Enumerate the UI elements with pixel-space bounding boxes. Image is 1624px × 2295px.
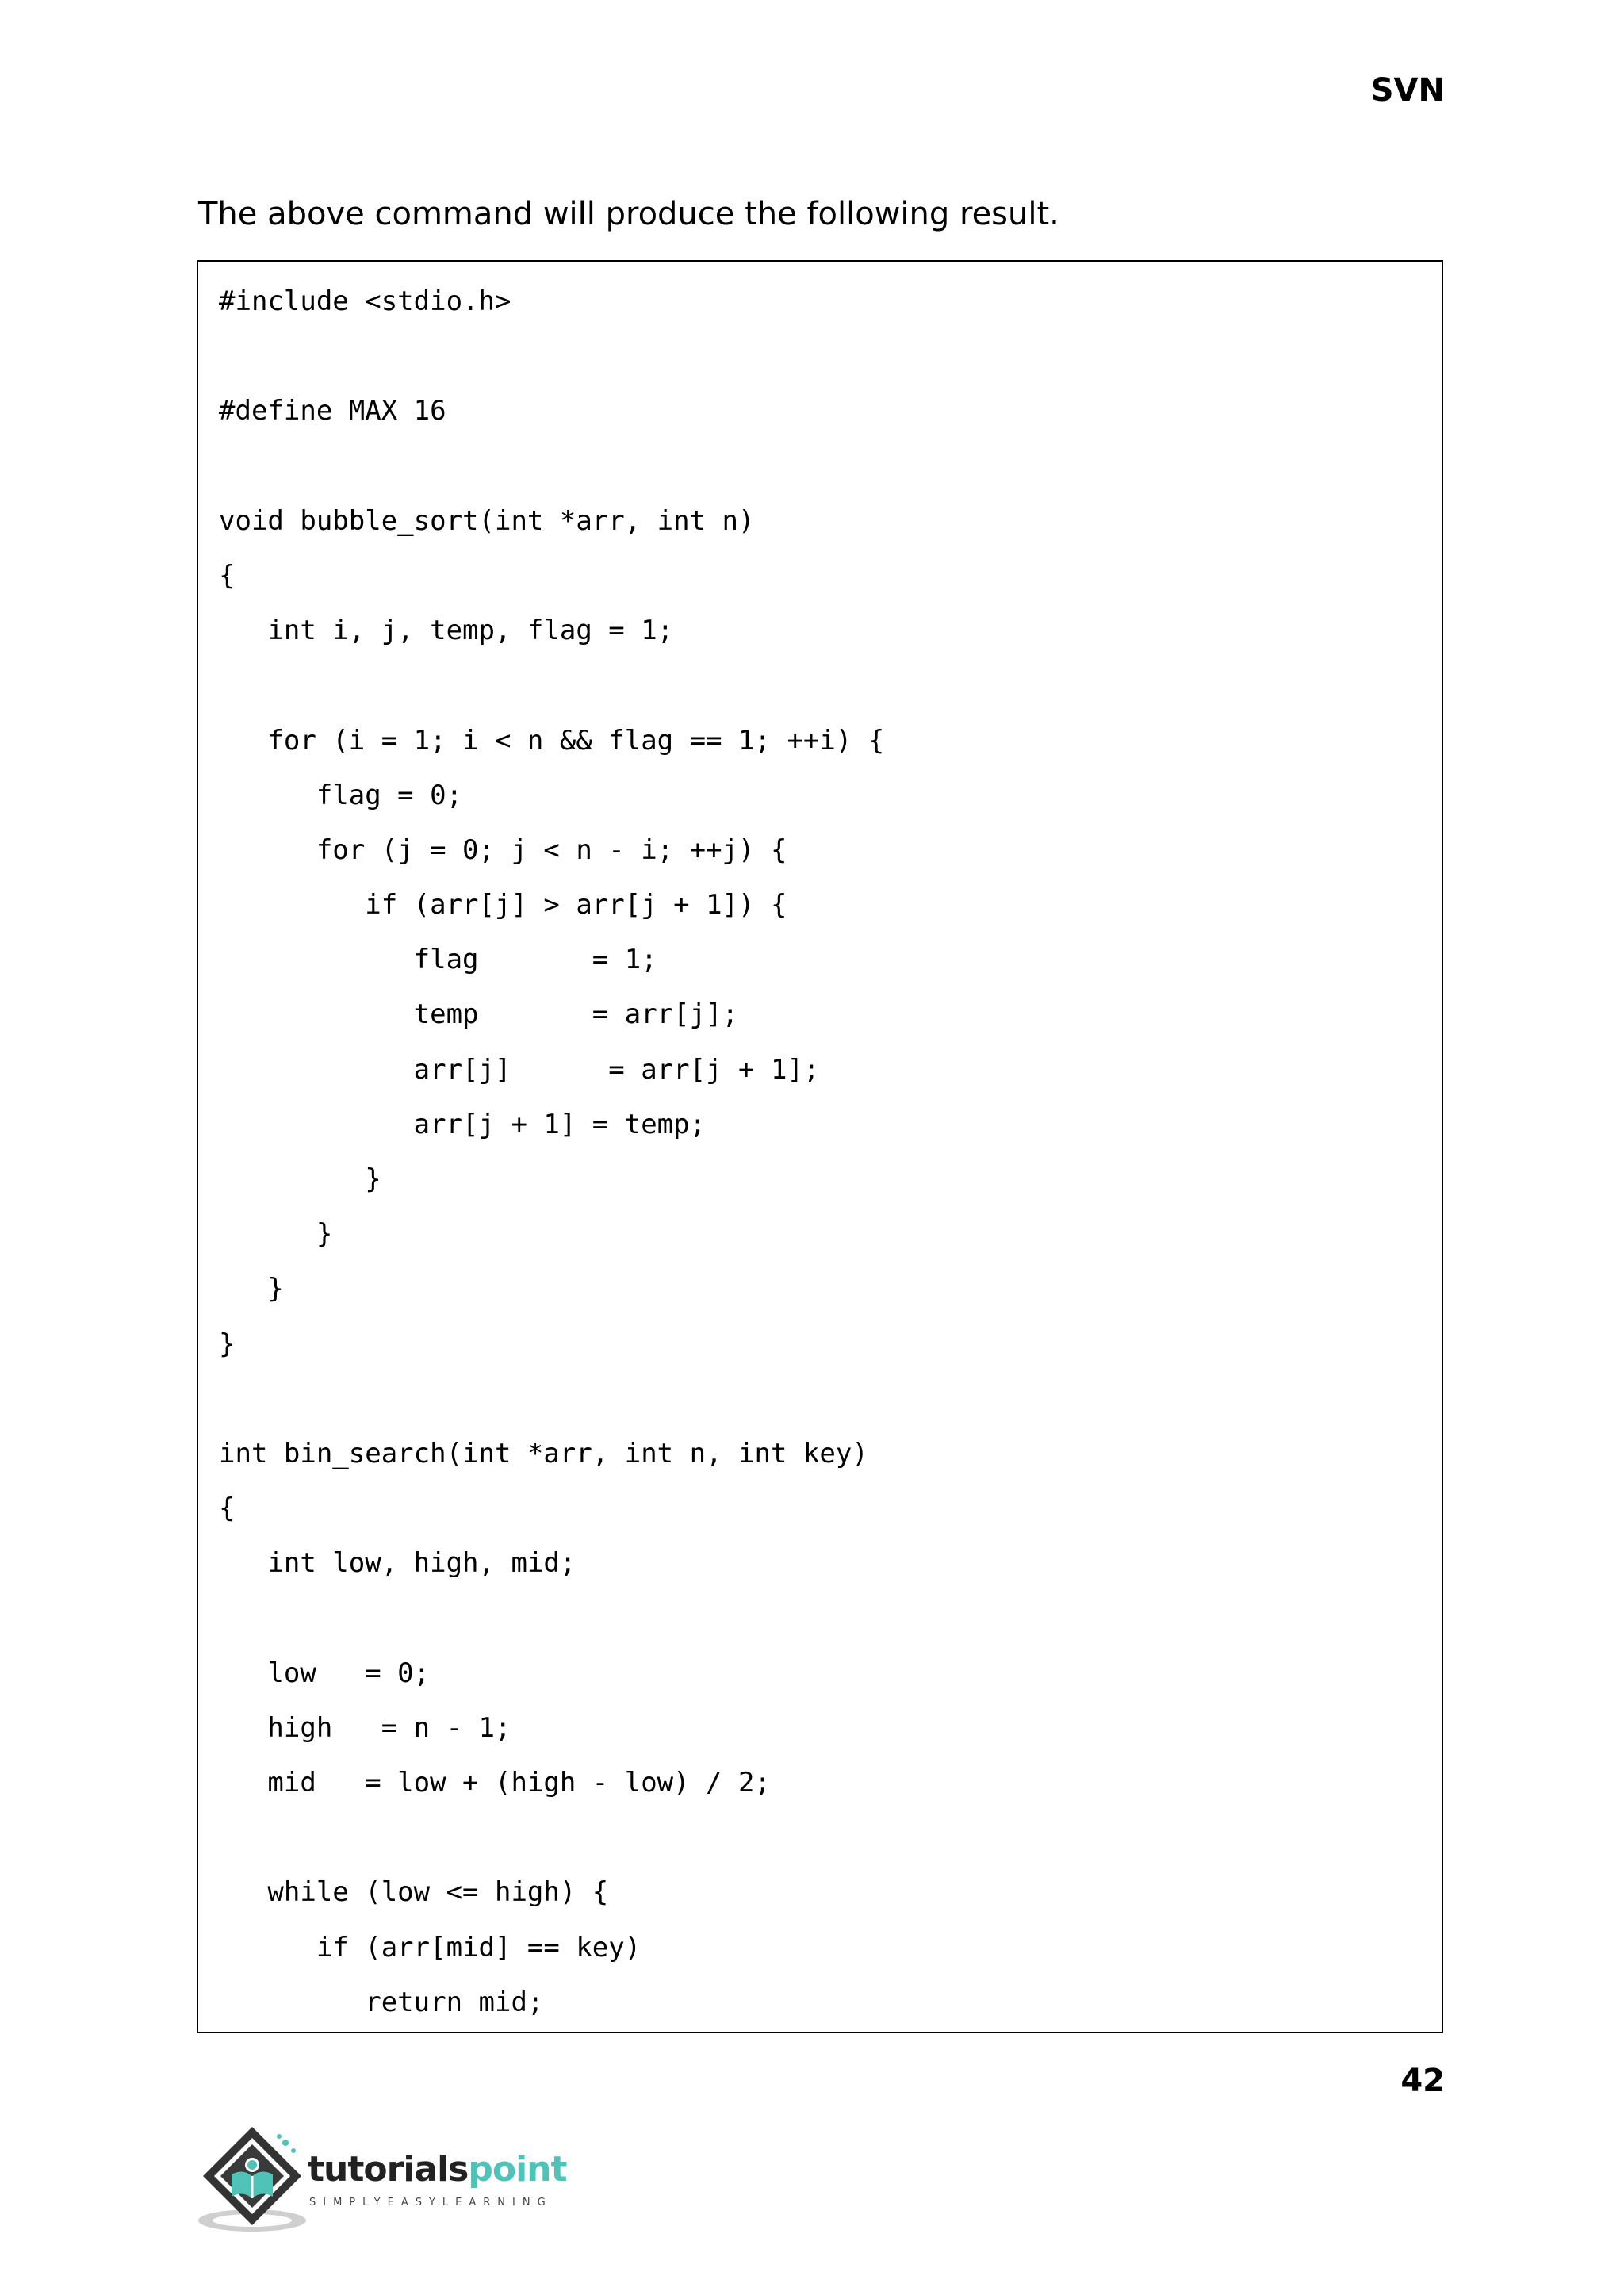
- code-line: {: [219, 1492, 236, 1525]
- code-line: [219, 1592, 884, 1646]
- code-line: arr[j + 1] = temp;: [219, 1108, 707, 1140]
- logo-wordmark-dark: tutorials: [308, 2149, 469, 2190]
- code-line: low = 0;: [219, 1657, 431, 1689]
- code-line: int i, j, temp, flag = 1;: [219, 615, 674, 647]
- code-line: high = n - 1;: [219, 1711, 511, 1744]
- code-line: for (j = 0; j < n - i; ++j) {: [219, 833, 787, 866]
- code-line: int bin_search(int *arr, int n, int key): [219, 1437, 868, 1469]
- code-line: int low, high, mid;: [219, 1547, 576, 1580]
- code-line: flag = 1;: [219, 944, 657, 976]
- code-line: [219, 439, 884, 494]
- code-line: arr[j] = arr[j + 1];: [219, 1053, 820, 1086]
- code-line: flag = 0;: [219, 779, 463, 811]
- document-header-title: SVN: [1370, 72, 1445, 109]
- code-line: while (low <= high) {: [219, 1876, 609, 1909]
- code-line: }: [219, 1273, 284, 1305]
- logo-wordmark-accent: point: [468, 2149, 567, 2190]
- code-line: [219, 1810, 884, 1865]
- code-line: [219, 1372, 884, 1427]
- logo-wordmark: [308, 2149, 567, 2190]
- code-line: if (arr[j] > arr[j + 1]) {: [219, 889, 787, 921]
- code-line: if (arr[mid] == key): [219, 1931, 642, 1964]
- code-line: for (i = 1; i < n && flag == 1; ++i) {: [219, 724, 885, 757]
- code-line: temp = arr[j];: [219, 998, 739, 1031]
- code-line: void bubble_sort(int *arr, int n): [219, 504, 755, 537]
- tutorialspoint-logo: [197, 2119, 593, 2238]
- code-line: }: [219, 1163, 381, 1195]
- code-line: [219, 658, 884, 713]
- code-line: return mid;: [219, 1986, 544, 2018]
- code-line: #define MAX 16: [219, 395, 446, 427]
- code-content: [219, 274, 884, 2030]
- logo-tagline: SIMPLYEASYLEARNING: [309, 2197, 553, 2209]
- code-line: {: [219, 559, 236, 592]
- code-line: }: [219, 1328, 236, 1360]
- code-block: [197, 260, 1443, 2033]
- code-line: }: [219, 1218, 333, 1251]
- code-line: [219, 329, 884, 384]
- code-line: #include <stdio.h>: [219, 285, 511, 317]
- logo-emblem-icon: [197, 2119, 316, 2238]
- code-line: mid = low + (high - low) / 2;: [219, 1767, 771, 1799]
- page-number: 42: [1400, 2063, 1445, 2099]
- intro-paragraph: The above command will produce the following result.: [198, 196, 1059, 232]
